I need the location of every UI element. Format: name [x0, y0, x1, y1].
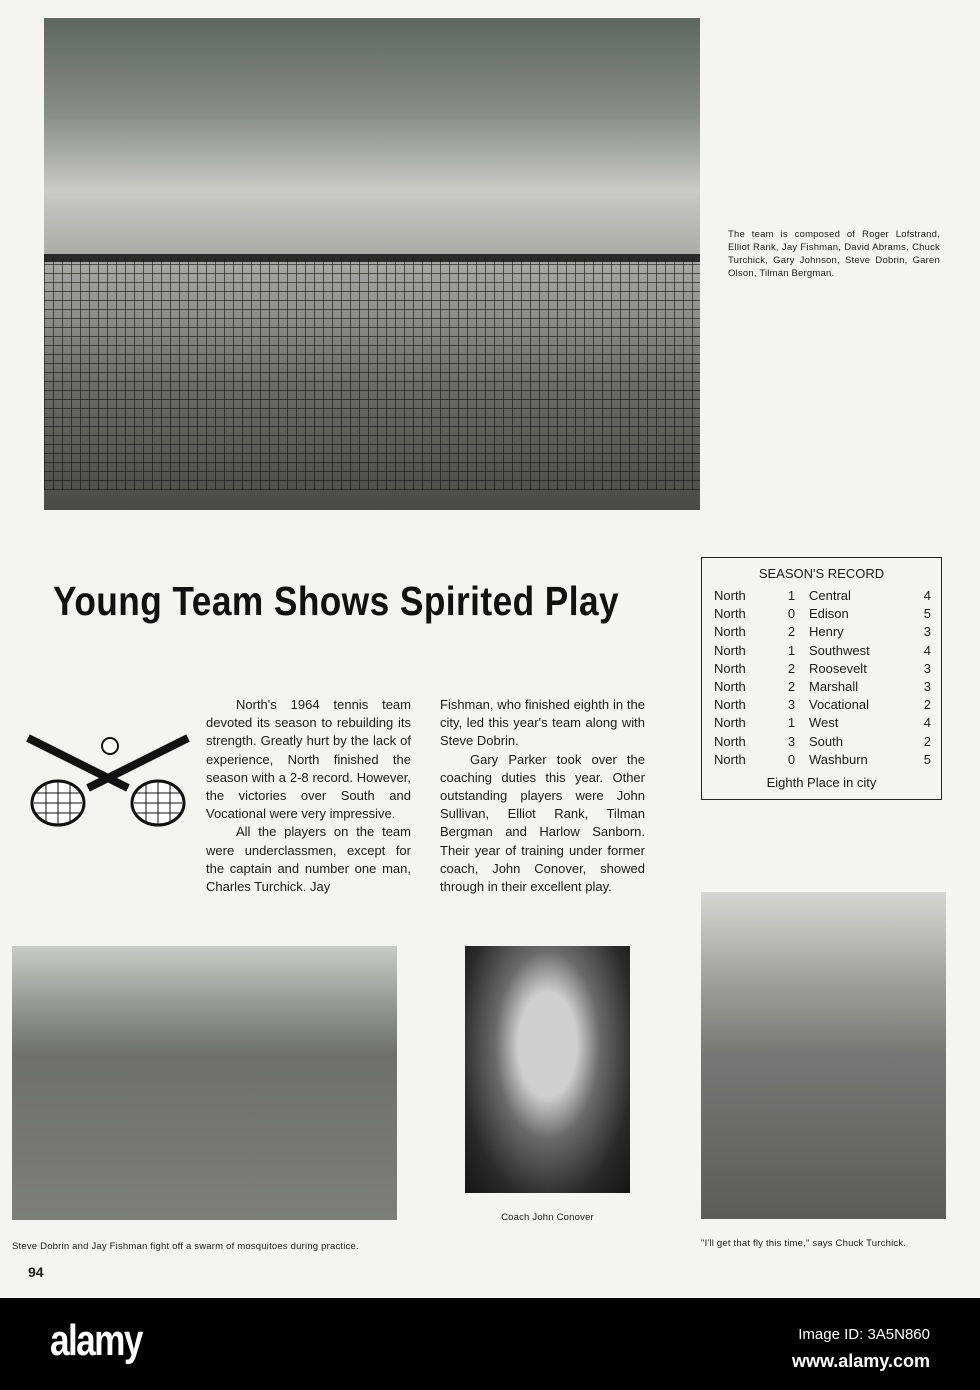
record-row: [702, 751, 941, 769]
watermark-bar: [0, 1298, 980, 1390]
record-opp-score: 4: [923, 642, 931, 658]
record-opp-score: 4: [923, 715, 931, 731]
record-opp-score: 2: [923, 697, 931, 713]
record-score: 2: [787, 624, 796, 640]
coach-caption: Coach John Conover: [501, 1212, 594, 1223]
practice-photo: [12, 946, 397, 1220]
record-opp-score: 3: [923, 678, 931, 694]
chuck-caption: "I'll get that fly this time," says Chuck Turchick.: [701, 1238, 907, 1249]
record-opponent: Vocational: [809, 697, 869, 713]
record-opponent: Southwest: [809, 642, 870, 658]
team-photo-caption: The team is composed of Roger Lofstrand, Elliot Rank, Jay Fishman, David Abrams, Chuck Turchick, Gary Johnson, Steve Dobrin, Garen Olson, Tilman Bergman.: [728, 229, 940, 279]
record-opponent: West: [809, 715, 839, 731]
practice-caption: Steve Dobrin and Jay Fishman fight off a swarm of mosquitoes during practice.: [12, 1241, 359, 1252]
crossed-rackets-icon: [18, 728, 198, 833]
record-score: 1: [787, 642, 796, 658]
watermark-logo: alamy: [50, 1316, 142, 1365]
image-id: Image ID: 3A5N860: [798, 1326, 930, 1343]
record-row: [702, 642, 941, 660]
record-opp-score: 5: [923, 751, 931, 767]
record-team: North: [714, 678, 746, 694]
record-team: North: [714, 751, 746, 767]
record-team: North: [714, 660, 746, 676]
page-number: 94: [28, 1264, 44, 1280]
headline: Young Team Shows Spirited Play: [53, 578, 620, 624]
article-column-1: [206, 696, 411, 896]
record-team: North: [714, 624, 746, 640]
record-team: North: [714, 642, 746, 658]
record-score: 3: [787, 697, 796, 713]
record-team: North: [714, 733, 746, 749]
record-title: SEASON'S RECORD: [758, 566, 885, 581]
team-photo: [44, 18, 700, 510]
record-row: [702, 605, 941, 623]
record-row: [702, 678, 941, 696]
article-paragraph: Gary Parker took over the coaching duties this year. Other outstanding players were John Sullivan, Elliot Rank, Tilman Bergman and Harlow Sanborn. Their year of training under former coach, John Conover, showed through in their excellent play.: [440, 751, 645, 895]
record-team: North: [714, 588, 746, 603]
article-paragraph: Fishman, who finished eighth in the city, led this year's team along with Steve Dobrin.: [440, 697, 645, 749]
record-score: 2: [787, 660, 796, 676]
record-opponent: Marshall: [809, 678, 859, 694]
article-paragraph: North's 1964 tennis team devoted its season to rebuilding its strength. Greatly hurt by the lack of experience, North finished the season with a 2-8 record. However, the victories over South and Vocational were very impressive.: [206, 697, 411, 822]
season-record-table: [701, 557, 942, 800]
record-row: [702, 696, 941, 714]
record-row: [702, 733, 941, 751]
article-paragraph: All the players on the team were underclassmen, except for the captain and number one man, Charles Turchick. Jay: [206, 824, 411, 895]
record-team: North: [714, 715, 746, 731]
record-row: [702, 623, 941, 641]
record-opponent: Roosevelt: [809, 660, 867, 676]
record-opponent: Henry: [809, 624, 844, 640]
record-opp-score: 3: [923, 660, 931, 676]
record-opponent: Washburn: [809, 751, 868, 767]
coach-photo: [465, 946, 630, 1193]
record-row: [702, 660, 941, 678]
record-score: 3: [787, 733, 796, 749]
record-opponent: Edison: [809, 606, 849, 622]
record-team: North: [714, 606, 746, 622]
record-opp-score: 5: [923, 606, 931, 622]
record-opponent: South: [809, 733, 843, 749]
record-score: 0: [787, 751, 796, 767]
article-column-2: [440, 696, 645, 896]
record-score: 2: [787, 678, 796, 694]
record-row: [702, 587, 941, 605]
record-opp-score: 2: [923, 733, 931, 749]
record-row: [702, 714, 941, 732]
record-score: 0: [787, 606, 796, 622]
record-opp-score: 4: [923, 588, 931, 603]
record-opp-score: 3: [923, 624, 931, 640]
watermark-url: www.alamy.com: [791, 1351, 930, 1371]
record-opponent: Central: [809, 588, 851, 603]
record-score: 1: [787, 588, 796, 603]
record-team: North: [714, 697, 746, 713]
record-footer: Eighth Place in city: [766, 774, 877, 790]
chuck-photo: [701, 892, 946, 1219]
record-score: 1: [787, 715, 796, 731]
